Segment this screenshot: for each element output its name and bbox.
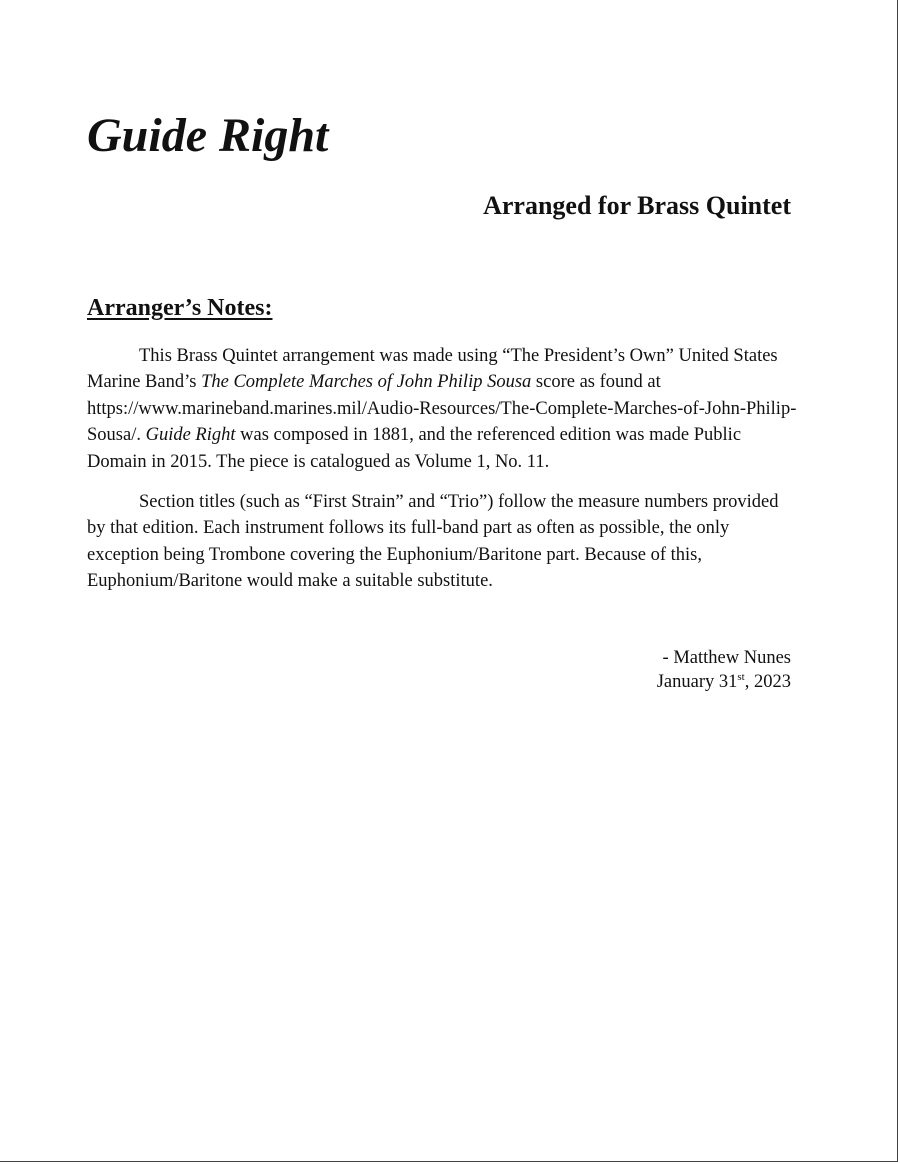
- paragraph-1-text-a: This Brass Quintet arrangement was made using “The President’s Own” United States Marine Band’s: [87, 346, 778, 393]
- notes-paragraph-2: Section titles (such as “First Strain” and “Trio”) follow the measure numbers provided by that edition. Each instrument follows its full-band part as often as possible, the only exception being Trombone covering the Euphonium/Baritone part. Because of this, Euphonium/Baritone would make a suitable substitute.: [87, 492, 779, 592]
- piece-title-italic: Guide Right: [145, 425, 236, 446]
- paragraph-1-text-c: was composed in 1881, and the referenced edition was made Public Domain in 2015. The piece is catalogued as Volume 1, No. 11.: [87, 425, 742, 472]
- paragraph-1-text-b: score as found at https://www.marineband.marines.mil/Audio-Resources/The-Complete-Marches-of-John-Philip-Sousa/.: [87, 372, 797, 446]
- arrangers-notes-heading: Arranger’s Notes:: [87, 295, 273, 321]
- signature-name: - Matthew Nunes: [662, 648, 791, 668]
- signature-date-month-day: January 31: [656, 672, 738, 692]
- document-title: Guide Right: [87, 109, 329, 162]
- signature-date-suffix: st: [737, 670, 745, 683]
- score-title-italic: The Complete Marches of John Philip Sousa: [201, 372, 532, 393]
- signature-date: [657, 670, 791, 694]
- notes-body: [87, 343, 797, 609]
- document-subtitle: Arranged for Brass Quintet: [483, 191, 791, 220]
- signature-date-year: , 2023: [744, 672, 791, 692]
- notes-paragraph-1: [87, 343, 797, 475]
- signature-block: [657, 646, 791, 694]
